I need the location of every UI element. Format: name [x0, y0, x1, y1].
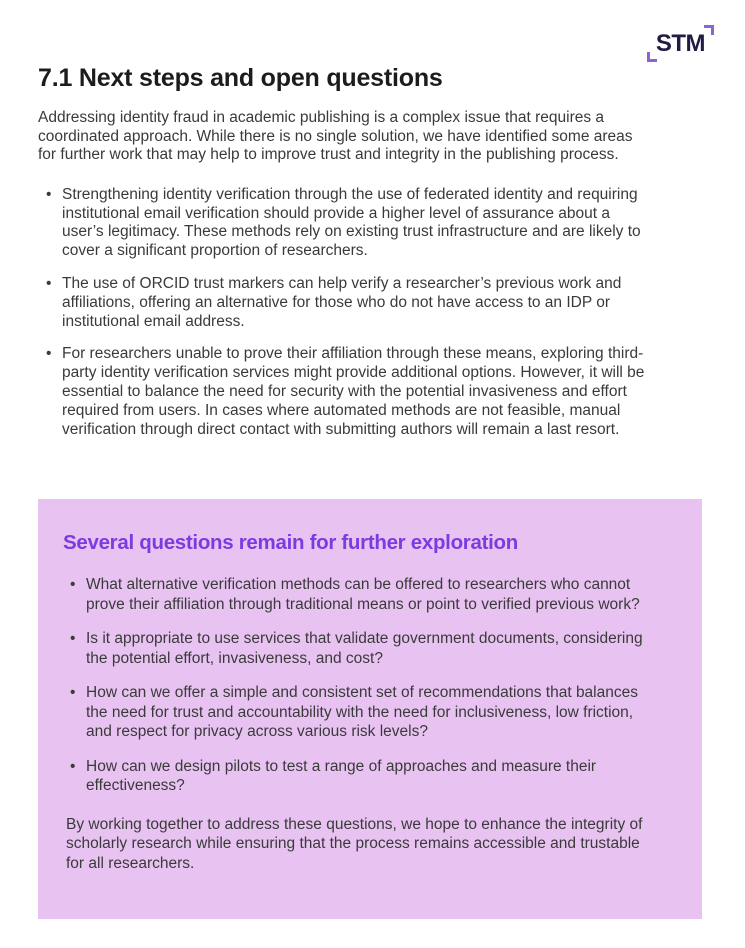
next-steps-list: [38, 186, 650, 440]
list-item: • Is it appropriate to use services that validate government documents, considering the potential effort, invasiveness, and cost?: [63, 629, 657, 668]
logo-bracket-bottom-left-icon: [647, 52, 657, 62]
stm-logo: [647, 25, 714, 64]
list-item: • For researchers unable to prove their affiliation through these means, exploring third-party identity verification services might provide additional options. However, it will be essential to balance the need for security with the potential invasiveness and effort required from users. In cases where automated methods are not feasible, manual verification through direct contact with submitting authors will remain a last resort.: [38, 345, 650, 439]
list-item: • The use of ORCID trust markers can help verify a researcher’s previous work and affiliations, offering an alternative for those who do not have access to an IDP or institutional email address.: [38, 275, 650, 331]
list-item: • How can we offer a simple and consistent set of recommendations that balances the need for trust and accountability with the need for inclusiveness, low friction, and respect for privacy across various risk levels?: [63, 683, 657, 742]
intro-paragraph: Addressing identity fraud in academic publishing is a complex issue that requires a coordinated approach. While there is no single solution, we have identified some areas for further work that may help to improve trust and integrity in the publishing process.: [38, 109, 633, 164]
section-heading: 7.1 Next steps and open questions: [38, 64, 443, 92]
logo-text: STM: [655, 30, 705, 57]
questions-list: [63, 575, 657, 796]
closing-paragraph: By working together to address these questions, we hope to enhance the integrity of scholarly research while ensuring that the process remains accessible and trustable for all researchers.: [66, 815, 643, 872]
logo-bracket-top-right-icon: [704, 25, 714, 35]
list-item: • What alternative verification methods can be offered to researchers who cannot prove their affiliation through traditional means or point to verified previous work?: [63, 575, 657, 614]
questions-box-heading: Several questions remain for further exploration: [63, 531, 518, 554]
questions-callout-box: [38, 499, 702, 919]
list-item: • Strengthening identity verification through the use of federated identity and requiring institutional email verification should provide a higher level of assurance about a user’s legitimacy. These methods rely on existing trust infrastructure and are likely to cover a significant proportion of researchers.: [38, 186, 650, 261]
main-content: [0, 0, 660, 439]
list-item: • How can we design pilots to test a range of approaches and measure their effectiveness?: [63, 757, 657, 796]
